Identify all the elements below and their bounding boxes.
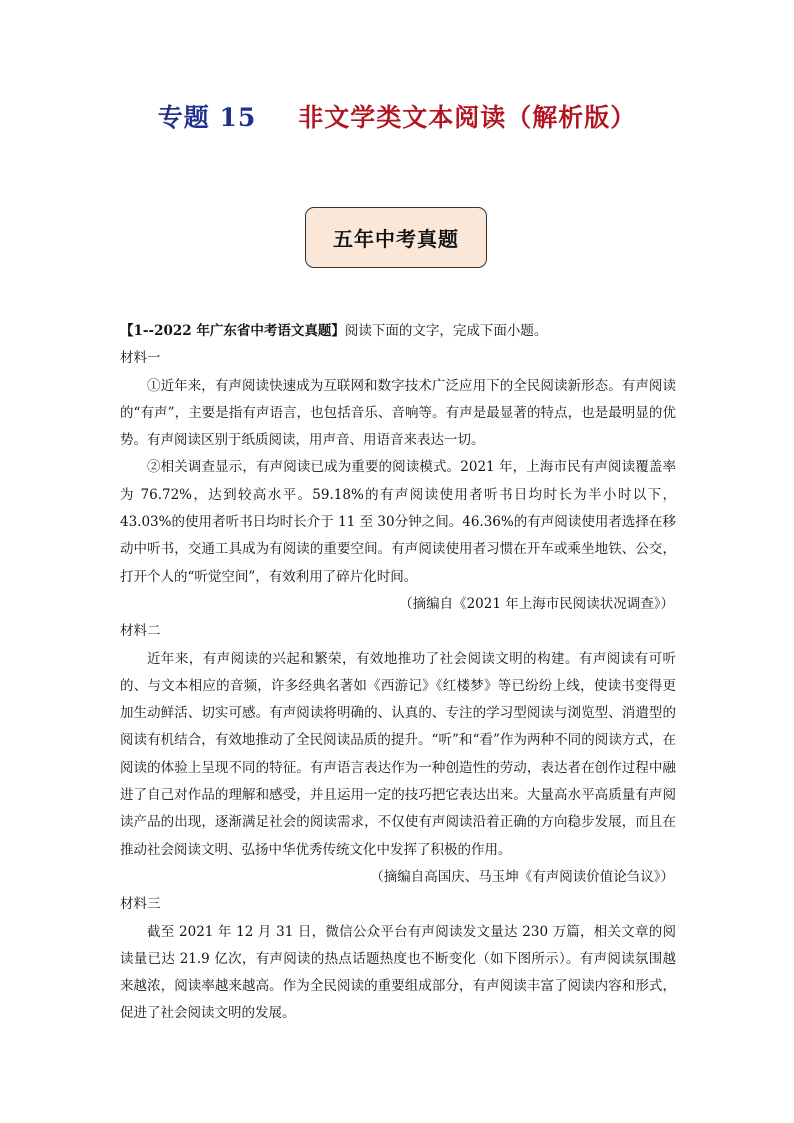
material1-paragraph-2: ②相关调查显示，有声阅读已成为重要的阅读模式。2021 年，上海市民有声阅读覆盖率为 76.72%，达到较高水平。59.18%的有声阅读使用者听书日均时长为半小时以下，43.03%的使用者听书日均时长介于 11 至 30分钟之间。46.36%的有声阅读使用者选择在移动中听书，交通工具成为有阅读的重要空间。有声阅读使用者习惯在开车或乘坐地铁、公交，打开个人的“听觉空间”，有效利用了碎片化时间。	[120, 459, 676, 585]
question-intro	[120, 318, 676, 345]
material3-heading: 材料三	[120, 896, 161, 913]
title-topic-number: 专题 15	[157, 103, 257, 132]
material3-paragraph: 截至 2021 年 12 月 31 日，微信公众平台有声阅读发文量达 230 万篇，相关文章的阅读量已达 21.9 亿次，有声阅读的热点话题热度也不断变化（如下图所示）。有声阅读氛围越来越浓，阅读率越来越高。作为全民阅读的重要组成部分，有声阅读丰富了阅读内容和形式，促进了社会阅读文明的发展。	[120, 923, 676, 1022]
material1-heading: 材料一	[120, 350, 161, 367]
document-body	[120, 318, 676, 1028]
material2-heading: 材料二	[120, 623, 161, 640]
question-label: 【1--2022 年广东省中考语文真题】	[120, 323, 345, 339]
material2-paragraph: 近年来，有声阅读的兴起和繁荣，有效地推功了社会阅读文明的构建。有声阅读有可听的、与文本相应的音频，许多经典名著如《西游记》《红楼梦》等已纷纷上线，使读书变得更加生动鲜活、切实可感。有声阅读将明确的、认真的、专注的学习型阅读与浏览型、消遣型的阅读有机结合，有效地推动了全民阅读品质的提升。“听”和“看”作为两种不同的阅读方式，在阅读的体验上呈现不同的特征。有声语言表达作为一种创造性的劳动，表达者在创作过程中融进了自己对作品的理解和感受，并且运用一定的技巧把它表达出来。大量高水平高质量有声阅读产品的出现，逐渐满足社会的阅读需求，不仅使有声阅读沿着正确的方向稳步发展，而且在推动社会阅读文明、弘扬中华优秀传统文化中发挥了积极的作用。	[120, 650, 676, 858]
material1-paragraph-1: ①近年来，有声阅读快速成为互联网和数字技术广泛应用下的全民阅读新形态。有声阅读的“有声”，主要是指有声语言，也包括音乐、音响等。有声是最显著的特点，也是最明显的优势。有声阅读区别于纸质阅读，用声音、用语音来表达一切。	[120, 377, 676, 449]
document-title	[0, 98, 794, 134]
material1-source: （摘编自《2021 年上海市民阅读状况调查》）	[399, 595, 674, 612]
title-topic-name: 非文学类文本阅读（解析版）	[298, 103, 637, 132]
section-label-box: 五年中考真题	[305, 207, 487, 268]
question-instruction: 阅读下面的文字，完成下面小题。	[344, 323, 548, 339]
material2-source: （摘编自高国庆、马玉坤《有声阅读价值论刍议》）	[370, 868, 674, 885]
